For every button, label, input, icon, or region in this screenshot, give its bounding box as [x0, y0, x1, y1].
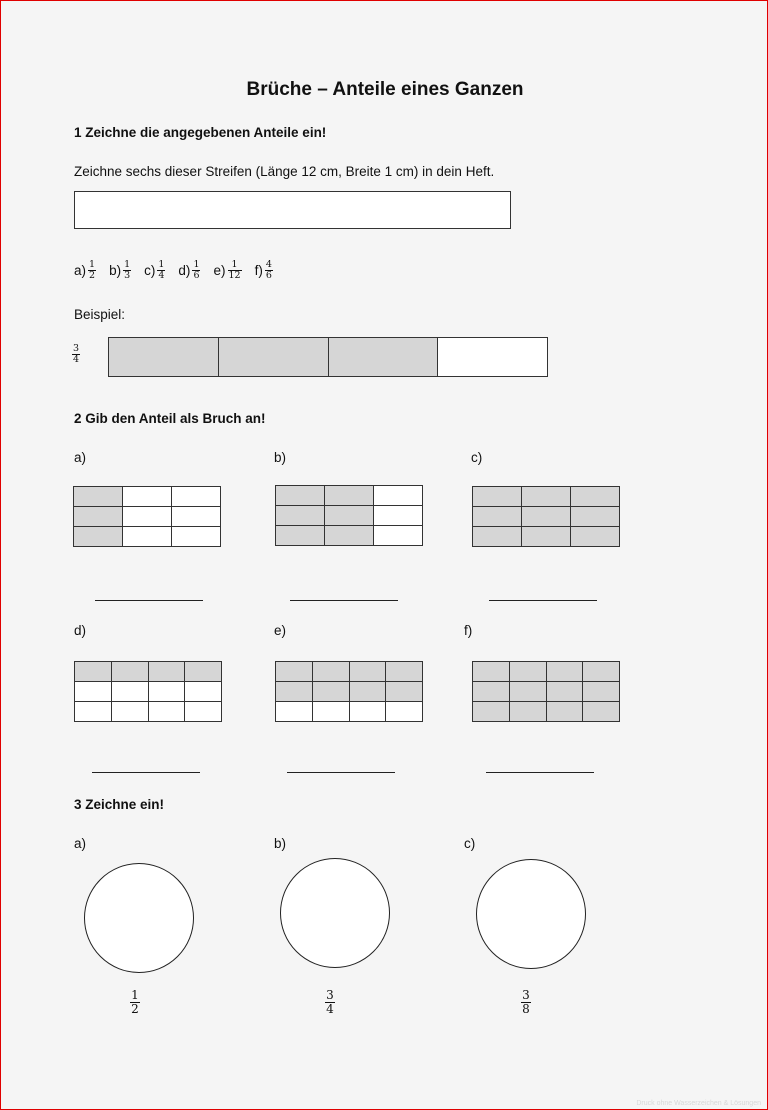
numerator: 3 [522, 988, 530, 1002]
grid-cell-shaded [75, 662, 111, 681]
grid-cell-shaded [350, 682, 386, 701]
answer-line-f[interactable] [486, 772, 594, 773]
denominator: 4 [326, 1002, 334, 1016]
fraction [157, 260, 165, 281]
task-label: b) [109, 263, 122, 278]
grid-cell [75, 682, 111, 701]
fraction [265, 260, 273, 281]
task-label: e) [213, 263, 226, 278]
fraction [521, 989, 531, 1016]
grid-cell-shaded [473, 682, 509, 701]
grid-cell-shaded [74, 487, 122, 506]
grid-label-f: f) [464, 623, 473, 638]
grid-cell-shaded [510, 682, 546, 701]
grid-cell [374, 506, 422, 525]
numerator: 1 [231, 259, 238, 270]
numerator: 1 [124, 259, 131, 270]
grid-cell-shaded [571, 487, 619, 506]
grid-cell-shaded [276, 662, 312, 681]
watermark: Druck ohne Wasserzeichen & Lösungen [636, 1100, 761, 1107]
section-1-heading: 1 Zeichne die angegebenen Anteile ein! [74, 125, 327, 140]
example-strip [108, 337, 548, 377]
grid-cell-shaded [571, 527, 619, 546]
task-item [178, 260, 200, 281]
task-item [109, 260, 131, 281]
grid-label-c: c) [471, 450, 483, 465]
denominator: 6 [265, 270, 272, 281]
circle-label-b: b) [274, 836, 287, 851]
grid-cell-shaded [149, 662, 185, 681]
numerator: 1 [89, 259, 96, 270]
answer-line-a[interactable] [95, 600, 203, 601]
grid-label-e: e) [274, 623, 287, 638]
circle-b [280, 858, 390, 968]
grid-cell [123, 507, 171, 526]
circle-a [84, 863, 194, 973]
grid-cell-shaded [547, 662, 583, 681]
circle-label-c: c) [464, 836, 476, 851]
strip-part-shaded [219, 338, 329, 376]
task-label: f) [254, 263, 263, 278]
grid-cell-shaded [74, 527, 122, 546]
grid-cell-shaded [276, 486, 324, 505]
denominator: 3 [124, 270, 131, 281]
fraction [88, 260, 96, 281]
grid-cell-shaded [510, 702, 546, 721]
grid-cell-shaded [325, 486, 373, 505]
grid-cell [112, 702, 148, 721]
grid-cell-shaded [473, 487, 521, 506]
grid-cell-shaded [583, 702, 619, 721]
denominator: 4 [158, 270, 165, 281]
task-item [144, 260, 165, 281]
grid-cell-shaded [583, 662, 619, 681]
fraction [123, 260, 131, 281]
grid-cell [112, 682, 148, 701]
grid-label-a: a) [74, 450, 87, 465]
task-label: a) [74, 263, 87, 278]
grid-cell-shaded [276, 506, 324, 525]
circle-fraction-b [320, 989, 340, 1016]
circle-fraction-c [516, 989, 536, 1016]
circle-fraction-a [125, 989, 145, 1016]
grid-cell [276, 702, 312, 721]
strip-part-shaded [329, 338, 439, 376]
grid-cell [149, 702, 185, 721]
grid-cell-shaded [522, 507, 570, 526]
grid-cell-shaded [313, 662, 349, 681]
task-item [255, 260, 273, 281]
fraction-task-list [74, 260, 286, 281]
answer-line-e[interactable] [287, 772, 395, 773]
page-title: Brüche – Anteile eines Ganzen [246, 79, 524, 100]
denominator: 8 [522, 1002, 530, 1016]
grid-cell [123, 487, 171, 506]
circle-c [476, 859, 586, 969]
empty-strip [74, 191, 511, 229]
grid-label-b: b) [274, 450, 287, 465]
section-1-instruction: Zeichne sechs dieser Streifen (Länge 12 cm, Breite 1 cm) in dein Heft. [74, 164, 495, 179]
denominator: 6 [193, 270, 200, 281]
grid-cell [172, 507, 220, 526]
grid-cell-shaded [522, 487, 570, 506]
grid-cell-shaded [386, 682, 422, 701]
task-item [74, 260, 96, 281]
grid-cell-shaded [473, 702, 509, 721]
denominator: 2 [131, 1002, 139, 1016]
fraction-grid-d [74, 661, 222, 722]
grid-cell-shaded [473, 507, 521, 526]
grid-cell [75, 702, 111, 721]
fraction-grid-a [73, 486, 221, 547]
grid-cell-shaded [276, 682, 312, 701]
example-fraction [72, 344, 80, 365]
fraction-grid-f [472, 661, 620, 722]
grid-cell-shaded [547, 702, 583, 721]
numerator: 3 [73, 343, 80, 354]
grid-cell-shaded [313, 682, 349, 701]
denominator: 4 [73, 354, 80, 365]
fraction-grid-e [275, 661, 423, 722]
grid-cell-shaded [386, 662, 422, 681]
grid-cell [172, 527, 220, 546]
fraction [72, 344, 80, 365]
grid-cell-shaded [74, 507, 122, 526]
numerator: 4 [265, 259, 272, 270]
grid-cell [374, 526, 422, 545]
grid-cell-shaded [185, 662, 221, 681]
grid-cell-shaded [325, 526, 373, 545]
numerator: 1 [131, 988, 139, 1002]
grid-cell-shaded [350, 662, 386, 681]
grid-cell [185, 682, 221, 701]
numerator: 3 [326, 988, 334, 1002]
grid-cell-shaded [510, 662, 546, 681]
grid-cell-shaded [571, 507, 619, 526]
grid-cell-shaded [522, 527, 570, 546]
grid-cell-shaded [547, 682, 583, 701]
section-3-heading: 3 Zeichne ein! [74, 797, 165, 812]
denominator: 12 [228, 270, 241, 281]
denominator: 2 [89, 270, 96, 281]
fraction [192, 260, 200, 281]
section-2-heading: 2 Gib den Anteil als Bruch an! [74, 411, 266, 426]
grid-cell [374, 486, 422, 505]
grid-cell [172, 487, 220, 506]
grid-cell-shaded [276, 526, 324, 545]
example-label: Beispiel: [74, 307, 126, 322]
grid-cell [123, 527, 171, 546]
fraction [325, 989, 335, 1016]
grid-cell [350, 702, 386, 721]
circle-label-a: a) [74, 836, 87, 851]
grid-cell-shaded [473, 662, 509, 681]
grid-cell-shaded [583, 682, 619, 701]
numerator: 1 [158, 259, 165, 270]
grid-label-d: d) [74, 623, 87, 638]
answer-line-b[interactable] [290, 600, 398, 601]
task-label: c) [144, 263, 156, 278]
fraction [228, 260, 242, 281]
grid-cell-shaded [325, 506, 373, 525]
strip-part [438, 338, 547, 376]
grid-cell-shaded [473, 527, 521, 546]
numerator: 1 [193, 259, 200, 270]
task-label: d) [178, 263, 191, 278]
fraction-grid-b [275, 485, 423, 546]
grid-cell [386, 702, 422, 721]
grid-cell [149, 682, 185, 701]
fraction [130, 989, 140, 1016]
answer-line-c[interactable] [489, 600, 597, 601]
grid-cell [313, 702, 349, 721]
strip-part-shaded [109, 338, 219, 376]
grid-cell [185, 702, 221, 721]
fraction-grid-c [472, 486, 620, 547]
answer-line-d[interactable] [92, 772, 200, 773]
grid-cell-shaded [112, 662, 148, 681]
task-item [213, 260, 241, 281]
